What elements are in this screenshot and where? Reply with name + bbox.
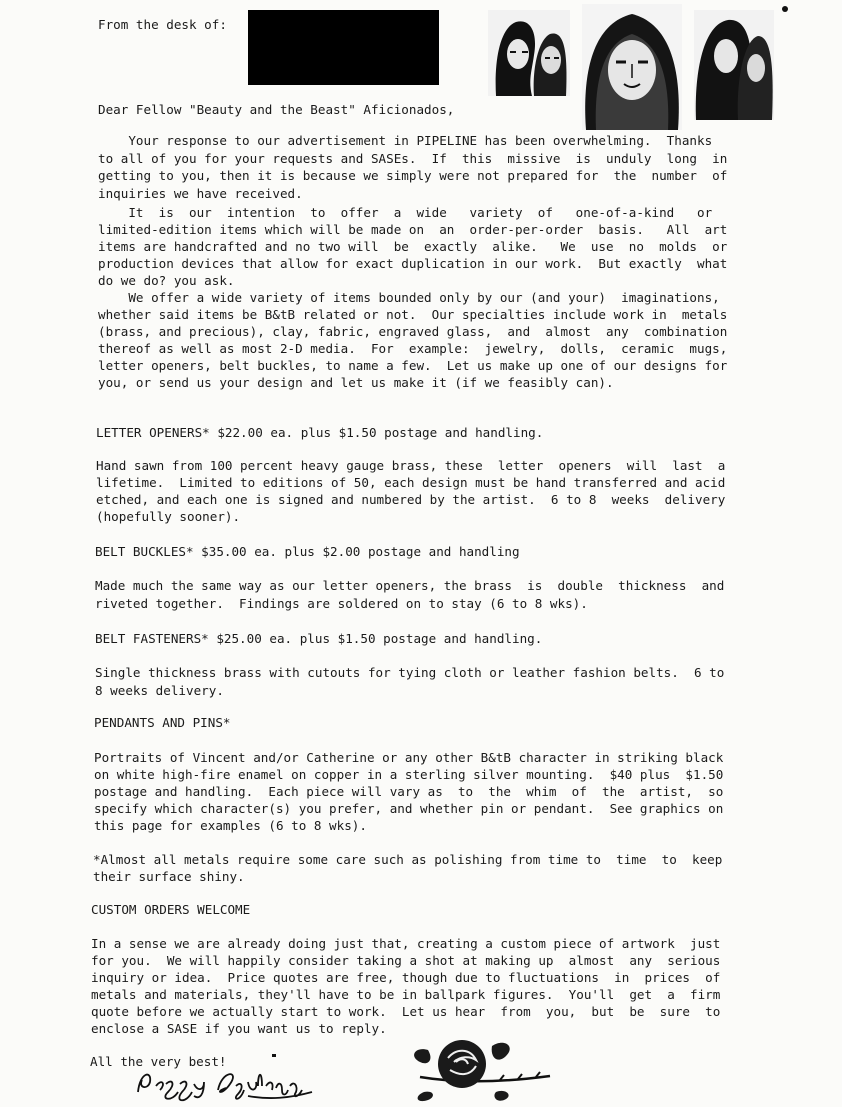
intro-line: items are handcrafted and no two will be exactly alike. We use no molds or — [98, 239, 728, 254]
section-body-line: on white high-fire enamel on copper in a sterling silver mounting. $40 plus $1.50 — [94, 767, 724, 782]
intro-line: limited-edition items which will be made on an order-per-order basis. All art — [98, 222, 728, 237]
section-body-line: Made much the same way as our letter openers, the brass is double thickness and — [95, 578, 725, 593]
section-body-line: lifetime. Limited to editions of 50, each design must be hand transferred and acid — [96, 475, 726, 490]
signature-image — [130, 1062, 320, 1107]
from-label: From the desk of: — [98, 17, 227, 32]
section-body-line: their surface shiny. — [93, 869, 245, 884]
intro-line: you, or send us your design and let us make it (if we feasibly can). — [98, 375, 614, 390]
section-body-line: *Almost all metals require some care such as polishing from time to time to keep — [93, 852, 723, 867]
intro-line: do we do? you ask. — [98, 273, 235, 288]
section-body-line: this page for examples (6 to 8 wks). — [94, 818, 367, 833]
section-body-line: metals and materials, they'll have to be in ballpark figures. You'll get a firm — [91, 987, 721, 1002]
closing-line: All the very best! — [90, 1054, 227, 1069]
portrait-left-image — [488, 10, 570, 96]
section-body-line: Portraits of Vincent and/or Catherine or any other B&tB character in striking black — [94, 750, 724, 765]
intro-line: whether said items be B&tB related or not. Our specialties include work in metals — [98, 307, 728, 322]
section-heading: BELT FASTENERS* $25.00 ea. plus $1.50 postage and handling. — [95, 631, 543, 646]
portrait-right-image — [694, 10, 774, 120]
section-heading: PENDANTS AND PINS* — [94, 715, 231, 730]
rose-drawing-image — [400, 1022, 560, 1107]
section-body-line: riveted together. Findings are soldered on to stay (6 to 8 wks). — [95, 596, 588, 611]
section-body-line: (hopefully sooner). — [96, 509, 241, 524]
intro-line: inquiries we have received. — [98, 186, 303, 201]
section-body-line: specify which character(s) you prefer, and whether pin or pendant. See graphics on — [94, 801, 724, 816]
section-body-line: quote before we actually start to work. Let us hear from you, but be sure to — [91, 1004, 721, 1019]
ink-mark — [272, 1054, 276, 1057]
section-body-line: inquiry or idea. Price quotes are free, though due to fluctuations in prices of — [91, 970, 721, 985]
intro-line: It is our intention to offer a wide variety of one-of-a-kind or — [98, 205, 713, 220]
section-body-line: Hand sawn from 100 percent heavy gauge brass, these letter openers will last a — [96, 458, 726, 473]
intro-line: letter openers, belt buckles, to name a few. Let us make up one of our designs for — [98, 358, 728, 373]
section-body-line: In a sense we are already doing just that, creating a custom piece of artwork just — [91, 936, 721, 951]
intro-line: production devices that allow for exact duplication in our work. But exactly what — [98, 256, 728, 271]
intro-line: Your response to our advertisement in PIPELINE has been overwhelming. Thanks — [98, 133, 713, 148]
intro-line: We offer a wide variety of items bounded only by our (and your) imaginations, — [98, 290, 720, 305]
intro-line: thereof as well as most 2-D media. For example: jewelry, dolls, ceramic mugs, — [98, 341, 728, 356]
salutation: Dear Fellow "Beauty and the Beast" Aficionados, — [98, 102, 455, 117]
section-heading: CUSTOM ORDERS WELCOME — [91, 902, 251, 917]
section-body-line: postage and handling. Each piece will vary as to the whim of the artist, so — [94, 784, 724, 799]
intro-line: (brass, and precious), clay, fabric, engraved glass, and almost any combination — [98, 324, 728, 339]
section-body-line: Single thickness brass with cutouts for tying cloth or leather fashion belts. 6 to — [95, 665, 725, 680]
section-body-line: 8 weeks delivery. — [95, 683, 224, 698]
section-body-line: for you. We will happily consider taking a shot at making up almost any serious — [91, 953, 721, 968]
redacted-name-block — [248, 10, 439, 85]
punch-dot-icon — [782, 6, 788, 12]
intro-line: getting to you, then it is because we simply were not prepared for the number of — [98, 168, 728, 183]
portrait-center-beast-image — [582, 4, 682, 130]
intro-line: to all of you for your requests and SASEs. If this missive is unduly long in — [98, 151, 728, 166]
section-heading: LETTER OPENERS* $22.00 ea. plus $1.50 postage and handling. — [96, 425, 544, 440]
section-body-line: etched, and each one is signed and numbered by the artist. 6 to 8 weeks delivery — [96, 492, 726, 507]
section-body-line: enclose a SASE if you want us to reply. — [91, 1021, 387, 1036]
section-heading: BELT BUCKLES* $35.00 ea. plus $2.00 postage and handling — [95, 544, 520, 559]
